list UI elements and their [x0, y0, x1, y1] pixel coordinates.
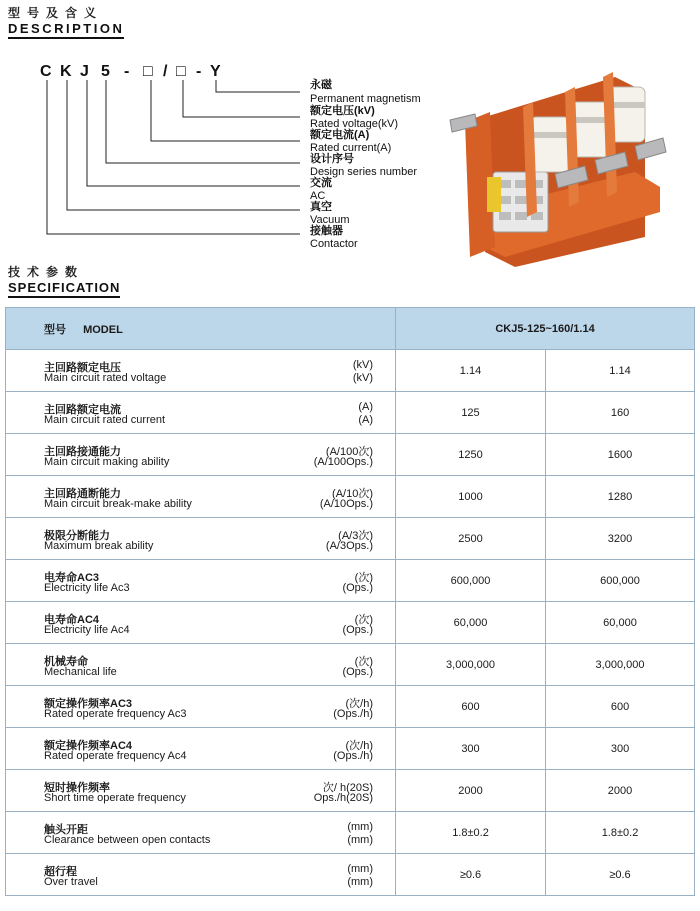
- product-image: [445, 62, 690, 272]
- parameter-cn: 超行程: [44, 866, 77, 878]
- label-en: Vacuum: [310, 214, 350, 226]
- parameter-cell: [6, 854, 396, 896]
- parameter-en: Short time operate frequency: [44, 792, 186, 804]
- leader-line: [151, 80, 300, 141]
- unit-en: (Ops.): [342, 624, 373, 636]
- value-cell-2: 1280: [546, 476, 695, 518]
- value-cell-1: 1000: [396, 476, 546, 518]
- parameter-cn: 电寿命AC4: [44, 614, 100, 626]
- parameter-en: Main circuit making ability: [44, 456, 170, 468]
- parameter-en: Electricity life Ac3: [44, 582, 130, 594]
- parameter-cn: 主回路额定电压: [44, 362, 121, 374]
- parameter-cell: [6, 644, 396, 686]
- unit-en: (A/100Ops.): [313, 456, 373, 468]
- unit-en: (A): [358, 414, 373, 426]
- leader-line: [87, 80, 300, 186]
- parameter-cn: 额定操作频率AC4: [44, 740, 133, 752]
- parameter-cell: [6, 770, 396, 812]
- parameter-cell: [6, 602, 396, 644]
- label-cn: 永磁: [310, 79, 332, 91]
- description-title-cn: 型号及含义: [8, 6, 104, 20]
- unit-cn: (次): [354, 656, 373, 668]
- unit-en: (Ops./h): [333, 750, 373, 762]
- parameter-en: Maximum break ability: [44, 540, 154, 552]
- model-code: [40, 63, 221, 80]
- model-code-diagram: [0, 50, 440, 260]
- specification-heading: [8, 266, 120, 298]
- label-en: Rated voltage(kV): [310, 118, 399, 130]
- value-cell-2: 600: [546, 686, 695, 728]
- parameter-en: Over travel: [44, 876, 98, 888]
- value-cell-1: 1250: [396, 434, 546, 476]
- code-labels: [309, 77, 421, 250]
- parameter-en: Rated operate frequency Ac4: [44, 750, 187, 762]
- value-cell-2: 60,000: [546, 602, 695, 644]
- parameter-cell: [6, 350, 396, 392]
- code-char: C: [40, 63, 52, 80]
- leader-line: [183, 80, 300, 117]
- unit-cn: 次/ h(20S): [322, 782, 373, 794]
- unit-cn: (次/h): [345, 698, 373, 710]
- parameter-en: Clearance between open contacts: [44, 834, 211, 846]
- unit-cn: (次): [354, 614, 373, 626]
- table-row: [6, 434, 695, 476]
- label-en: AC: [310, 190, 326, 202]
- parameter-cn: 触头开距: [44, 824, 88, 836]
- code-char: /: [163, 63, 168, 80]
- label-cn: 额定电压(kV): [310, 105, 375, 117]
- table-header-row: [6, 308, 695, 350]
- code-char: -: [196, 63, 202, 80]
- unit-en: (Ops./h): [333, 708, 373, 720]
- parameter-cell: [6, 812, 396, 854]
- parameter-en: Rated operate frequency Ac3: [44, 708, 187, 720]
- model-header-en: MODEL: [83, 323, 123, 336]
- code-char: Y: [210, 63, 221, 80]
- coil: [487, 177, 501, 212]
- value-cell-1: 600: [396, 686, 546, 728]
- parameter-en: Electricity life Ac4: [44, 624, 130, 636]
- parameter-cn: 极限分断能力: [44, 530, 110, 542]
- label-cn: 接触器: [310, 225, 343, 237]
- specification-title-cn: 技术参数: [8, 265, 85, 279]
- unit-cn: (A): [358, 401, 373, 413]
- parameter-cn: 主回路额定电流: [44, 404, 121, 416]
- model-header: [6, 308, 396, 350]
- description-heading: [8, 7, 124, 39]
- label-en: Contactor: [310, 238, 358, 250]
- model-header-cn: 型号: [44, 323, 66, 336]
- unit-cn: (kV): [352, 359, 373, 371]
- value-cell-1: 60,000: [396, 602, 546, 644]
- unit-en: (Ops.): [342, 666, 373, 678]
- value-cell-2: 300: [546, 728, 695, 770]
- unit-cn: (A/3次): [338, 530, 373, 542]
- model-value-header: CKJ5-125~160/1.14: [396, 308, 695, 350]
- parameter-en: Mechanical life: [44, 666, 117, 678]
- parameter-cell: [6, 560, 396, 602]
- label-cn: 额定电流(A): [310, 129, 370, 141]
- value-cell-1: 1.8±0.2: [396, 812, 546, 854]
- parameter-cell: [6, 728, 396, 770]
- value-cell-2: 3200: [546, 518, 695, 560]
- table-row: [6, 854, 695, 896]
- code-char: □: [176, 63, 186, 80]
- value-cell-1: 300: [396, 728, 546, 770]
- value-cell-1: 600,000: [396, 560, 546, 602]
- label-en: Design series number: [310, 166, 417, 178]
- value-cell-2: 1.14: [546, 350, 695, 392]
- value-cell-1: 2500: [396, 518, 546, 560]
- unit-en: (mm): [347, 876, 373, 888]
- specification-title-en: SPECIFICATION: [8, 281, 120, 298]
- value-cell-1: 2000: [396, 770, 546, 812]
- label-cn: 真空: [310, 201, 332, 213]
- parameter-cell: [6, 392, 396, 434]
- code-char: -: [124, 63, 130, 80]
- unit-cn: (次): [354, 572, 373, 584]
- unit-cn: (mm): [347, 821, 373, 833]
- table-row: [6, 518, 695, 560]
- value-cell-1: ≥0.6: [396, 854, 546, 896]
- unit-en: (mm): [347, 834, 373, 846]
- unit-cn: (A/10次): [332, 488, 373, 500]
- code-char: J: [80, 63, 89, 80]
- label-en: Rated current(A): [310, 142, 392, 154]
- label-cn: 交流: [310, 177, 332, 189]
- value-cell-2: 160: [546, 392, 695, 434]
- value-cell-2: 1600: [546, 434, 695, 476]
- value-cell-2: 600,000: [546, 560, 695, 602]
- parameter-cn: 主回路接通能力: [44, 446, 121, 458]
- unit-cn: (mm): [347, 863, 373, 875]
- label-cn: 设计序号: [310, 153, 354, 165]
- description-title-en: DESCRIPTION: [8, 22, 124, 39]
- parameter-en: Main circuit rated current: [44, 414, 166, 426]
- value-cell-2: 3,000,000: [546, 644, 695, 686]
- unit-cn: (次/h): [345, 740, 373, 752]
- unit-en: (A/10Ops.): [319, 498, 373, 510]
- table-row: [6, 392, 695, 434]
- table-row: [6, 602, 695, 644]
- table-row: [6, 560, 695, 602]
- table-row: [6, 476, 695, 518]
- label-en: Permanent magnetism: [310, 93, 421, 105]
- parameter-en: Main circuit break-make ability: [44, 498, 192, 510]
- parameter-cn: 短时操作频率: [44, 782, 110, 794]
- code-char: □: [143, 63, 153, 80]
- code-char: K: [60, 63, 72, 80]
- table-row: [6, 728, 695, 770]
- value-cell-1: 1.14: [396, 350, 546, 392]
- table-row: [6, 770, 695, 812]
- unit-en: (kV): [352, 372, 373, 384]
- value-cell-1: 3,000,000: [396, 644, 546, 686]
- leader-line: [216, 80, 300, 92]
- parameter-cn: 电寿命AC3: [44, 572, 100, 584]
- parameter-cell: [6, 476, 396, 518]
- table-row: [6, 644, 695, 686]
- table-row: [6, 350, 695, 392]
- table-row: [6, 812, 695, 854]
- parameter-cell: [6, 434, 396, 476]
- specification-body: [6, 350, 695, 896]
- parameter-cell: [6, 686, 396, 728]
- value-cell-2: 1.8±0.2: [546, 812, 695, 854]
- parameter-en: Main circuit rated voltage: [44, 372, 167, 384]
- unit-en: Ops./h(20S): [313, 792, 373, 804]
- table-row: [6, 686, 695, 728]
- leader-line: [47, 80, 300, 234]
- value-cell-2: ≥0.6: [546, 854, 695, 896]
- parameter-cn: 主回路通断能力: [44, 488, 121, 500]
- code-char: 5: [101, 63, 110, 80]
- unit-en: (A/3Ops.): [325, 540, 373, 552]
- unit-en: (Ops.): [342, 582, 373, 594]
- parameter-cell: [6, 518, 396, 560]
- parameter-cn: 额定操作频率AC3: [44, 698, 133, 710]
- parameter-cn: 机械寿命: [44, 656, 88, 668]
- leader-lines: [47, 80, 300, 234]
- value-cell-2: 2000: [546, 770, 695, 812]
- specification-table: [5, 307, 695, 896]
- value-cell-1: 125: [396, 392, 546, 434]
- unit-cn: (A/100次): [325, 446, 373, 458]
